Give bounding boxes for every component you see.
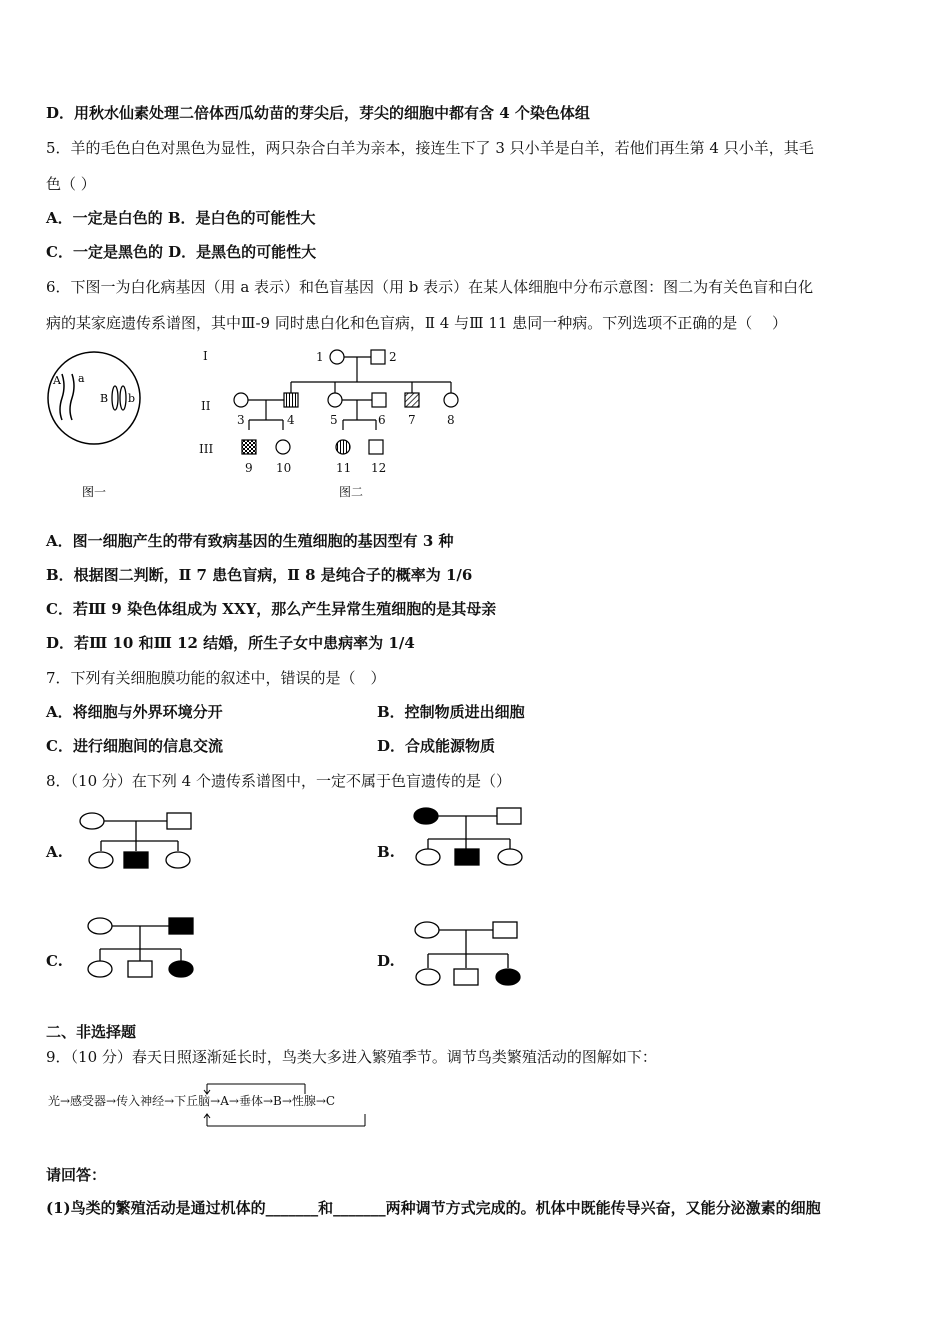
allele-A: A	[53, 374, 61, 387]
id-8: 8	[447, 413, 455, 427]
id-4: 4	[287, 413, 295, 427]
allele-b: b	[128, 392, 136, 405]
allele-B: B	[100, 392, 109, 405]
q8-pedigree-d	[413, 918, 533, 990]
fig2-caption: 图二	[339, 485, 364, 499]
q8-label-b: B.	[377, 843, 395, 861]
id-9: 9	[245, 461, 253, 475]
q8-pedigree-c	[86, 916, 206, 986]
id-7: 7	[408, 413, 416, 427]
q8-stem: 8．（10 分）在下列 4 个遗传系谱图中，一定不属于色盲遗传的是（）	[46, 772, 511, 790]
gen-label-III: III	[199, 442, 214, 456]
q5-stem-line1: 5．羊的毛色白色对黑色为显性，两只杂合白羊为亲本，接连生下了 3 只小羊是白羊，若他们再生第 4 只小羊，其毛	[46, 139, 814, 157]
q9-flow-diagram: 光→感受器→传入神经→下丘脑→A→垂体→B→性腺→C	[48, 1094, 336, 1108]
allele-a: a	[78, 372, 85, 385]
id-12: 12	[371, 461, 387, 475]
id-6: 6	[378, 413, 386, 427]
section-2-heading: 二、非选择题	[46, 1023, 137, 1041]
id-11: 11	[336, 461, 352, 475]
q6-stem-line2: 病的某家庭遗传系谱图，其中Ⅲ-9 同时患白化和色盲病，Ⅱ 4 与Ⅲ 11 患同一种病。下列选项不正确的是（ ）	[46, 314, 787, 332]
q7-option-a: A．将细胞与外界环境分开	[46, 703, 223, 721]
q5-stem-line2: 色（ ）	[46, 175, 96, 193]
fig1-caption: 图一	[82, 485, 107, 499]
q7-option-c: C．进行细胞间的信息交流	[46, 737, 223, 755]
q6-stem-line1: 6．下图一为白化病基因（用 a 表示）和色盲基因（用 b 表示）在某人体细胞中分布示意图：图二为有关色盲和白化	[46, 278, 814, 296]
id-2: 2	[389, 350, 397, 364]
q9-prompt: 请回答：	[46, 1166, 107, 1184]
q6-figure-2-pedigree	[195, 340, 475, 510]
id-10: 10	[276, 461, 292, 475]
q5-options-ab: A．一定是白色的 B．是白色的可能性大	[46, 209, 316, 227]
q8-label-c: C.	[46, 952, 63, 970]
q7-stem: 7．下列有关细胞膜功能的叙述中，错误的是（ ）	[46, 669, 386, 687]
q9-sub1: (1)鸟类的繁殖活动是通过机体的_______和_______两种调节方式完成的。机体中既能传导兴奋，又能分泌激素的细胞	[46, 1199, 821, 1217]
q6-option-d: D．若Ⅲ 10 和Ⅲ 12 结婚，所生子女中患病率为 1/4	[46, 634, 415, 652]
id-1: 1	[316, 350, 324, 364]
q4-option-d: D．用秋水仙素处理二倍体西瓜幼苗的芽尖后，芽尖的细胞中都有含 4 个染色体组	[46, 104, 590, 122]
q8-pedigree-b	[410, 806, 530, 876]
id-5: 5	[330, 413, 338, 427]
q9-stem: 9．（10 分）春天日照逐渐延长时，鸟类大多进入繁殖季节。调节鸟类繁殖活动的图解如下：	[46, 1048, 657, 1066]
gen-label-II: II	[201, 399, 211, 413]
q6-figure-1	[44, 350, 164, 510]
q6-option-a: A．图一细胞产生的带有致病基因的生殖细胞的基因型有 3 种	[46, 532, 454, 550]
q5-options-cd: C．一定是黑色的 D．是黑色的可能性大	[46, 243, 317, 261]
id-3: 3	[237, 413, 245, 427]
q7-option-d: D．合成能源物质	[377, 737, 496, 755]
q8-label-d: D.	[377, 952, 395, 970]
q7-option-b: B．控制物质进出细胞	[377, 703, 525, 721]
gen-label-I: I	[203, 349, 208, 363]
q6-option-b: B．根据图二判断，Ⅱ 7 患色盲病，Ⅱ 8 是纯合子的概率为 1/6	[46, 566, 473, 584]
q8-label-a: A.	[46, 843, 63, 861]
q8-pedigree-a	[78, 808, 198, 878]
q6-option-c: C．若Ⅲ 9 染色体组成为 XXY，那么产生异常生殖细胞的是其母亲	[46, 600, 497, 618]
